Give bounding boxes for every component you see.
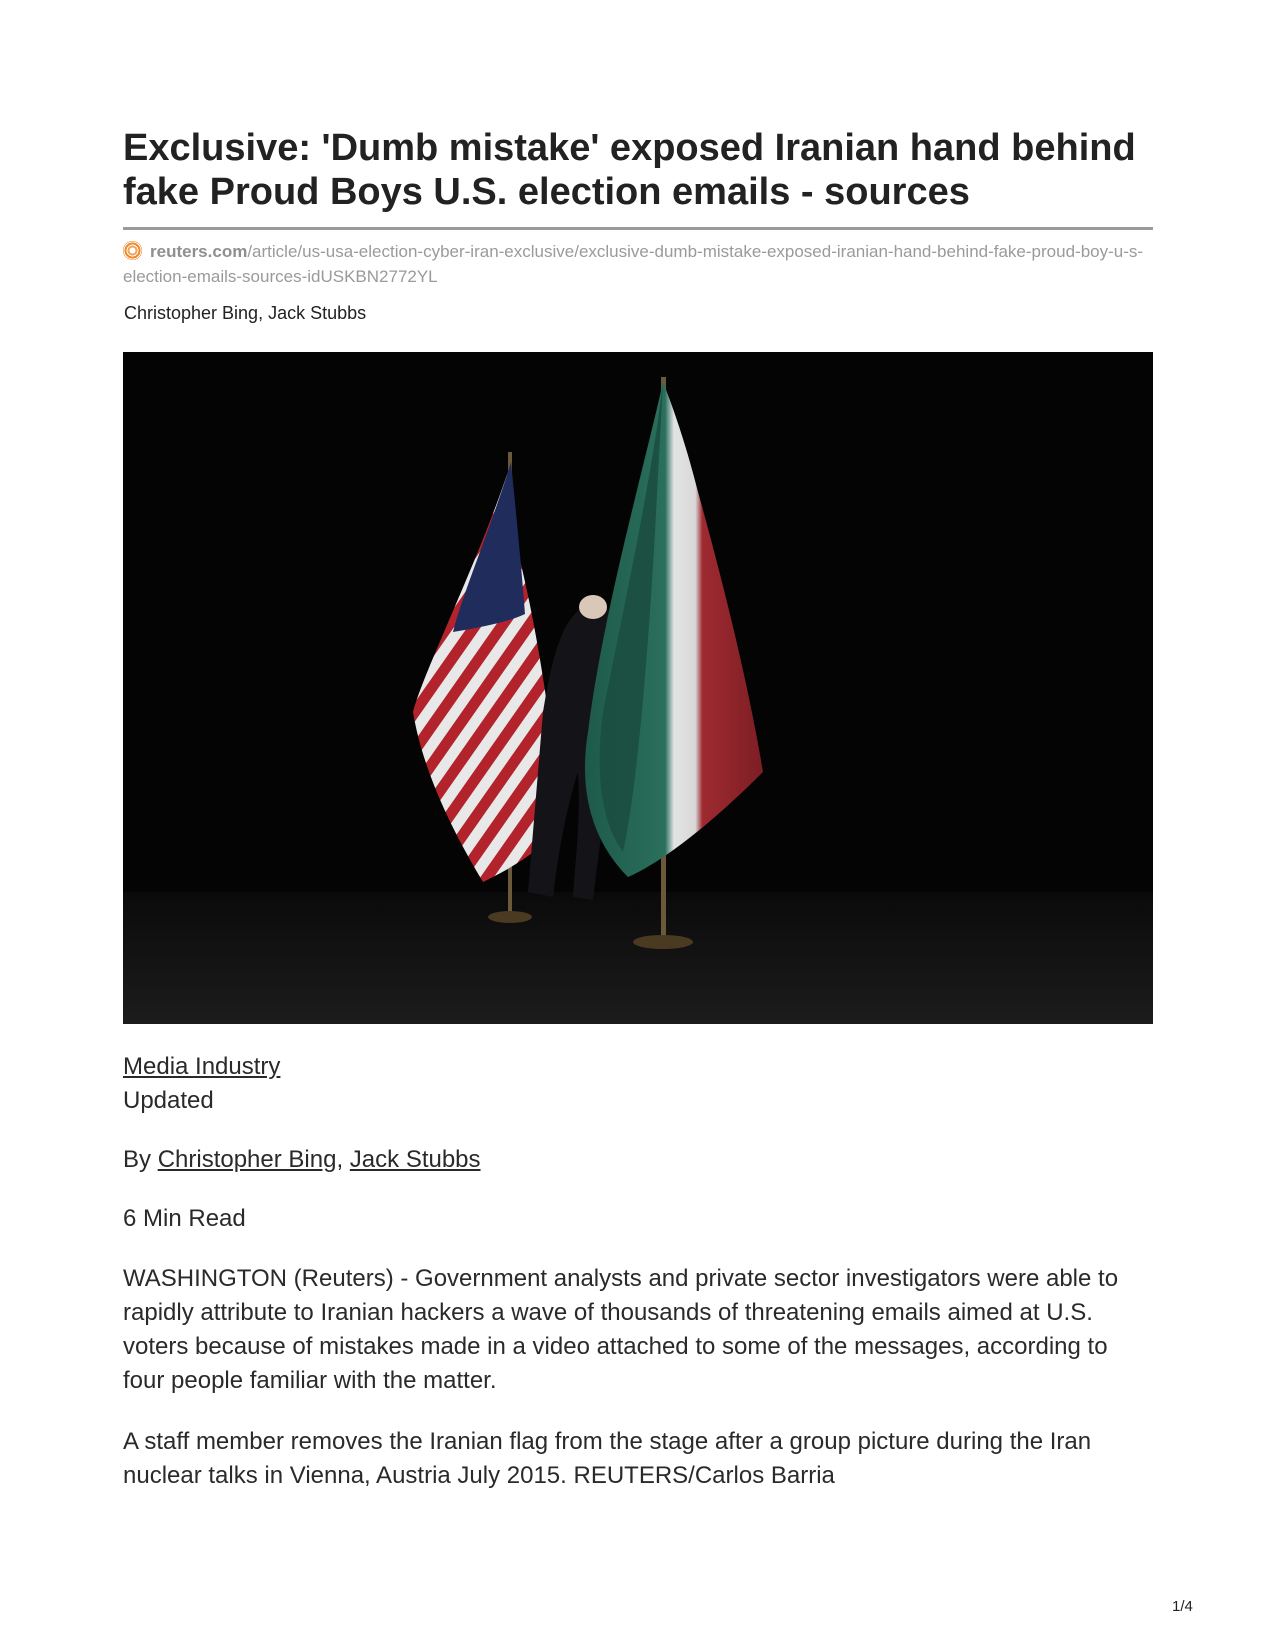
read-time: 6 Min Read [123, 1205, 246, 1232]
article-paragraph: WASHINGTON (Reuters) - Government analysts and private sector investigators were able to rapidly attribute to Iranian hackers a wave of thousands of threatening emails aimed at U.S. voters because of mistakes made in a video attached to some of the messages, according to four people familiar with the matter. [123, 1265, 1119, 1394]
article-title: Exclusive: 'Dumb mistake' exposed Iranian hand behind fake Proud Boys U.S. election emails - sources [123, 127, 1136, 213]
author-link-bing[interactable]: Christopher Bing [157, 1146, 337, 1173]
flags-photo [123, 352, 1153, 1024]
authors-line: Christopher Bing, Jack Stubbs [124, 303, 367, 323]
source-url[interactable] [123, 239, 1153, 289]
updated-label: Updated [123, 1087, 214, 1114]
byline-prefix: By [123, 1146, 158, 1173]
byline [123, 1143, 481, 1177]
source-path: /article/us-usa-election-cyber-iran-exclusive/exclusive-dumb-mistake-exposed-iranian-hand-behind-fake-proud-boy-u-s-election-emails-sources-idUSKBN2772YL [123, 242, 1144, 286]
byline-separator: , [336, 1146, 350, 1173]
category-link[interactable] [123, 1050, 280, 1084]
photo-caption: A staff member removes the Iranian flag from the stage after a group picture during the Iran nuclear talks in Vienna, Austria July 2015. REUTERS/Carlos Barria [123, 1428, 1092, 1489]
category-label[interactable]: Media Industry [123, 1053, 281, 1080]
title-divider [123, 227, 1153, 230]
author-link-stubbs[interactable]: Jack Stubbs [349, 1146, 481, 1173]
hero-image [123, 352, 1153, 1024]
source-domain: reuters.com [150, 242, 248, 261]
page-number: 1/4 [1172, 1598, 1193, 1615]
reuters-logo-icon [123, 241, 142, 260]
